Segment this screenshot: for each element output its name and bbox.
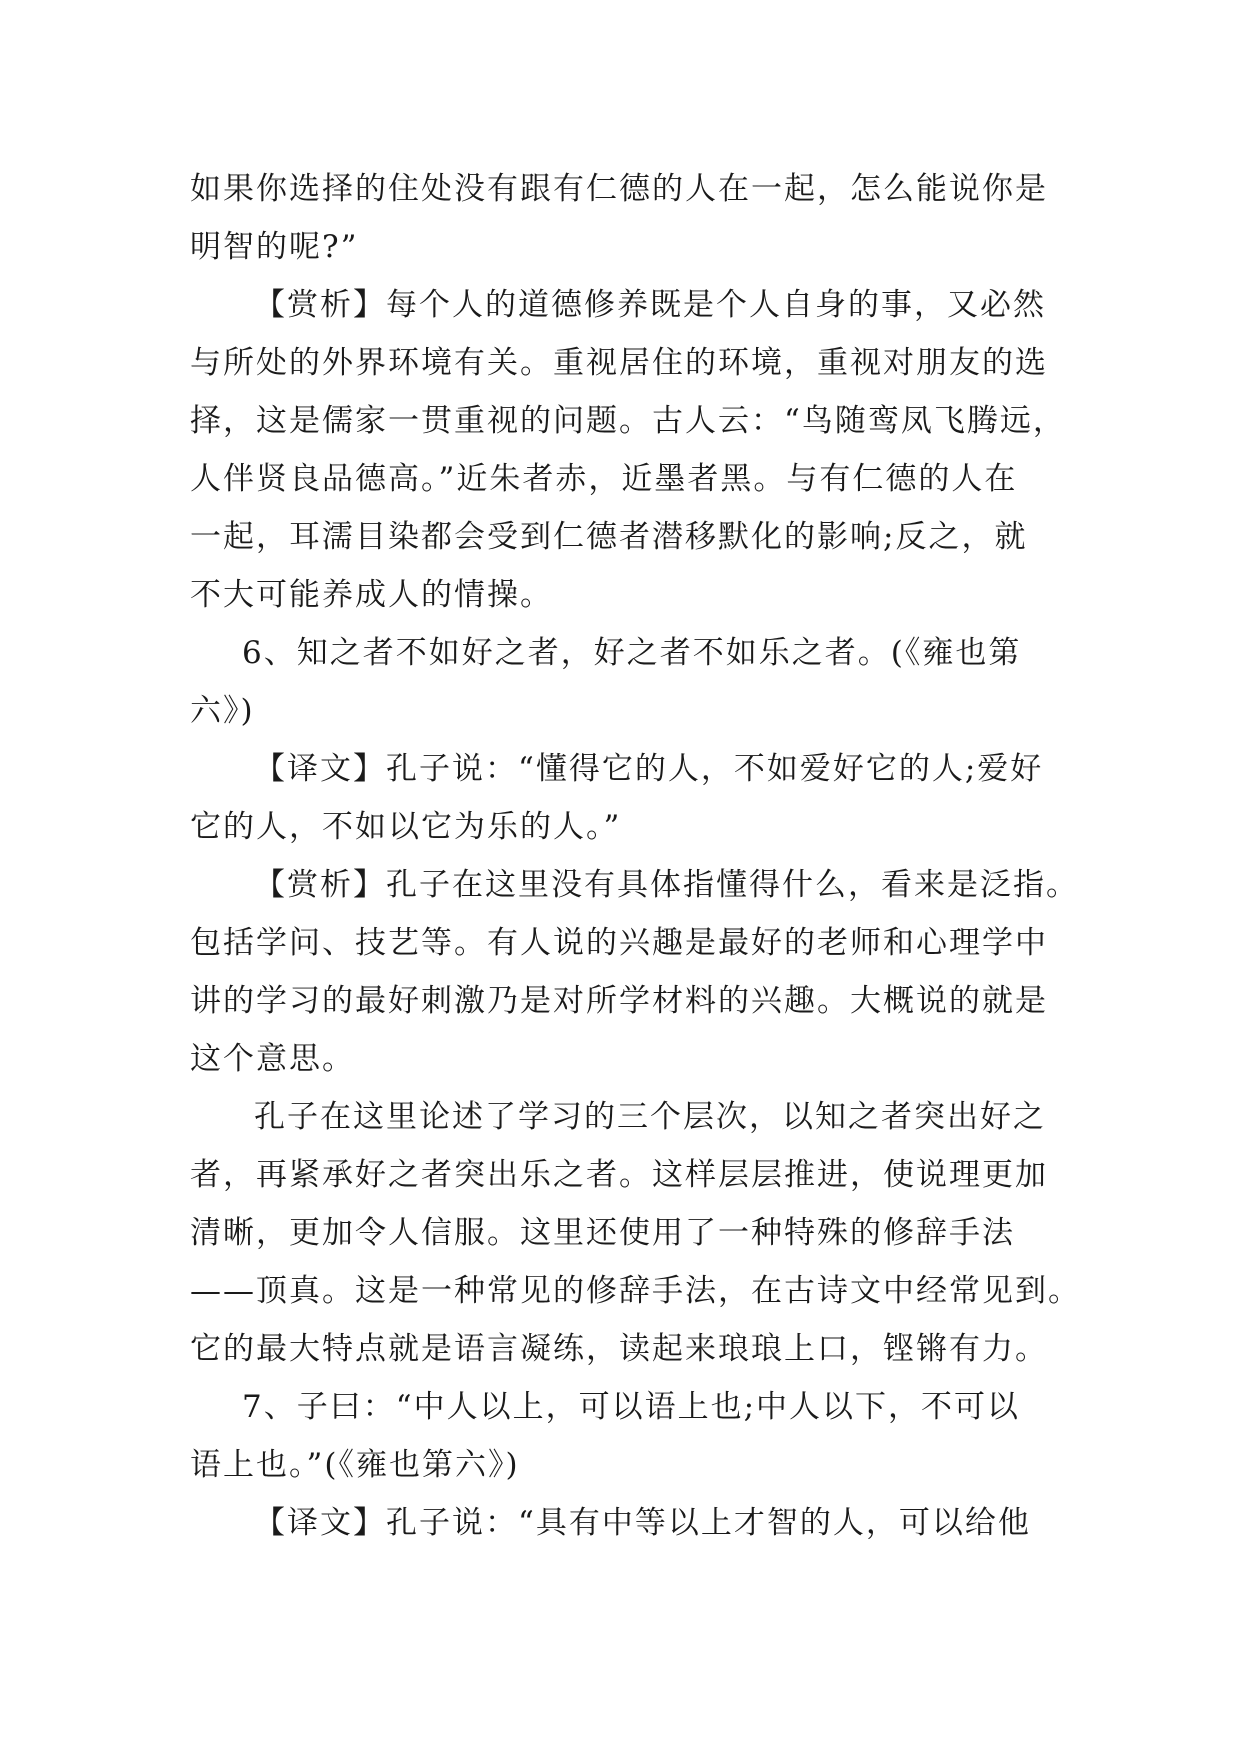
paragraph-translation-end xyxy=(190,160,1050,276)
text-line: 7、子曰：“中人以上，可以语上也;中人以下，不可以 xyxy=(242,1389,1021,1425)
text-line: 讲的学习的最好刺激乃是对所学材料的兴趣。大概说的就是 xyxy=(190,983,1048,1019)
text-line: 不大可能养成人的情操。 xyxy=(190,577,553,613)
paragraph-quote-7 xyxy=(190,1378,1050,1494)
text-line: ——顶真。这是一种常见的修辞手法，在古诗文中经常见到。 xyxy=(190,1273,1081,1309)
text-line: 如果你选择的住处没有跟有仁德的人在一起，怎么能说你是 xyxy=(190,171,1048,207)
text-line: 它的人，不如以它为乐的人。” xyxy=(190,809,622,845)
paragraph-translation-6 xyxy=(190,740,1050,856)
text-line: 6、知之者不如好之者，好之者不如乐之者。(《雍也第 xyxy=(242,635,1022,671)
document-page xyxy=(190,160,1081,1552)
text-line: 【赏析】每个人的道德修养既是个人自身的事，又必然 xyxy=(254,287,1046,323)
text-line: 择，这是儒家一贯重视的问题。古人云：“鸟随鸾凤飞腾远， xyxy=(190,403,1066,439)
paragraph-translation-7 xyxy=(190,1494,1050,1552)
paragraph-quote-6 xyxy=(190,624,1050,740)
text-line: 一起，耳濡目染都会受到仁德者潜移默化的影响;反之，就 xyxy=(190,519,1028,555)
text-line: 清晰，更加令人信服。这里还使用了一种特殊的修辞手法 xyxy=(190,1215,1015,1251)
text-line: 孔子在这里论述了学习的三个层次，以知之者突出好之 xyxy=(254,1099,1046,1135)
text-line: 【译文】孔子说：“具有中等以上才智的人，可以给他 xyxy=(254,1505,1031,1541)
text-line: 人伴贤良品德高。”近朱者赤，近墨者黑。与有仁德的人在 xyxy=(190,461,1018,497)
paragraph-appreciation-6 xyxy=(190,856,1079,1088)
text-line: 者，再紧承好之者突出乐之者。这样层层推进，使说理更加 xyxy=(190,1157,1048,1193)
text-line: 语上也。”(《雍也第六》) xyxy=(190,1447,520,1483)
text-line: 六》) xyxy=(190,693,255,729)
paragraph-appreciation-6-cont xyxy=(190,1088,1081,1378)
text-line: 这个意思。 xyxy=(190,1041,355,1077)
text-line: 包括学问、技艺等。有人说的兴趣是最好的老师和心理学中 xyxy=(190,925,1048,961)
text-line: 明智的呢?” xyxy=(190,229,359,265)
text-line: 【译文】孔子说：“懂得它的人，不如爱好它的人;爱好 xyxy=(254,751,1044,787)
text-line: 它的最大特点就是语言凝练，读起来琅琅上口，铿锵有力。 xyxy=(190,1331,1048,1367)
text-line: 【赏析】孔子在这里没有具体指懂得什么，看来是泛指。 xyxy=(254,867,1079,903)
paragraph-appreciation-5 xyxy=(190,276,1066,624)
text-line: 与所处的外界环境有关。重视居住的环境，重视对朋友的选 xyxy=(190,345,1048,381)
